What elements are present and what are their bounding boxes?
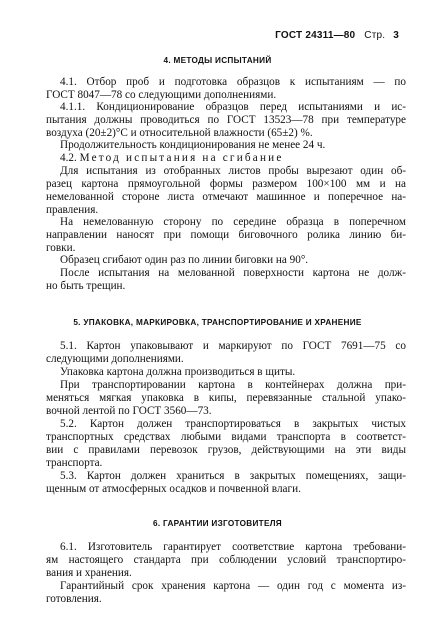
para-5-2 (46, 418, 406, 470)
text-line: Образец сгибают один раз по линии биговки на 90°. (60, 254, 309, 266)
text-line: говки. (46, 242, 76, 254)
para-4-1 (46, 76, 406, 102)
text-line: щенным от атмосферных осадков и почвенной влаги. (46, 483, 301, 495)
text-line: Гарантийный срок хранения картона — один год с момента из- (60, 580, 406, 592)
text-line: воздуха (20±2)°С и относительной влажности (65±2) %. (46, 127, 313, 139)
text-line: меняться мягкая упаковка в кипы, перевязанные стальной упако- (46, 392, 406, 404)
text-line: 6.1. Изготовитель гарантирует соответствие картона требовани- (60, 541, 406, 553)
text-line: 5.2. Картон должен транспортироваться в закрытых чистых (60, 418, 406, 430)
text-line: Упаковка картона должна производиться в щиты. (60, 366, 296, 378)
para-5-3 (46, 470, 406, 496)
text-line: немелованной стороне листа отмечают машинное и поперечное на- (46, 191, 406, 203)
section-heading-6: 6. ГАРАНТИИ ИЗГОТОВИТЕЛЯ (153, 519, 282, 528)
text-line: транспорта. (46, 457, 103, 469)
text-line: Для испытания из отобранных листов пробы вырезают один об- (60, 165, 406, 177)
text-line: но быть трещин. (46, 280, 126, 292)
text-line: вии с правилами перевозок грузов, действующими на эти виды (46, 444, 406, 456)
text-line (46, 152, 406, 165)
text-line: 5.3. Картон должен храниться в закрытых помещениях, защи- (60, 470, 406, 482)
standard-number: ГОСТ 24311—80 (275, 30, 356, 41)
text-line: После испытания на мелованной поверхности картона не долж- (60, 267, 406, 279)
para-5-1 (46, 340, 406, 366)
text-line: На немелованную сторону по середине образца в поперечном (60, 216, 406, 228)
para-scoring-line (46, 216, 406, 255)
para-container-transport (46, 379, 406, 418)
clause-number: 4.2. (60, 152, 80, 164)
text-line: направлении наносят при помощи биговочного ролика линию би- (46, 229, 406, 241)
text-line: пытания должны проводиться по ГОСТ 13523—78 при температуре (46, 114, 406, 126)
text-line: ГОСТ 8047—78 со следующими дополнениями. (46, 89, 277, 101)
text-line: правления. (46, 204, 99, 216)
text-line: вания и хранения. (46, 567, 132, 579)
text-line: 5.1. Картон упаковывают и маркируют по ГОСТ 7691—75 со (60, 340, 406, 352)
text-line: При транспортировании картона в контейнерах должна при- (60, 379, 406, 391)
section-heading-4: 4. МЕТОДЫ ИСПЫТАНИЙ (163, 56, 272, 65)
text-line: разец картона прямоугольной формы размером 100×100 мм и на (46, 178, 406, 190)
running-header (275, 30, 399, 41)
para-specimen-cutting (46, 165, 406, 217)
text-line: 4.1.1. Кондиционирование образцов перед испытаниями и ис- (60, 101, 406, 113)
para-6-1 (46, 541, 406, 580)
text-line: 4.1. Отбор проб и подготовка образцов к испытаниям — по (60, 76, 406, 88)
clause-title-spaced: Метод испытания на сгибание (79, 152, 284, 164)
text-line: готовления. (46, 593, 102, 605)
text-line: ям настоящего стандарта при соблюдении условий транспортиро- (46, 554, 406, 566)
para-warranty (46, 580, 406, 606)
para-4-2 (46, 152, 406, 165)
para-packing-shields (46, 366, 406, 379)
text-line: транспортных средствах любыми видами транспорта в соответст- (46, 431, 406, 443)
text-line: следующими дополнениями. (46, 353, 184, 365)
section-heading-5: 5. УПАКОВКА, МАРКИРОВКА, ТРАНСПОРТИРОВАНИЕ И ХРАНЕНИЕ (73, 318, 362, 327)
para-no-cracks (46, 267, 406, 293)
para-bending (46, 254, 406, 267)
text-line: Продолжительность кондиционирования не менее 24 ч. (60, 139, 326, 151)
page-number: 3 (393, 30, 399, 41)
text-line: вочной лентой по ГОСТ 3560—73. (46, 405, 212, 417)
page-label: Стр. (364, 30, 386, 41)
para-4-1-1 (46, 101, 406, 140)
para-conditioning-duration (46, 139, 406, 152)
